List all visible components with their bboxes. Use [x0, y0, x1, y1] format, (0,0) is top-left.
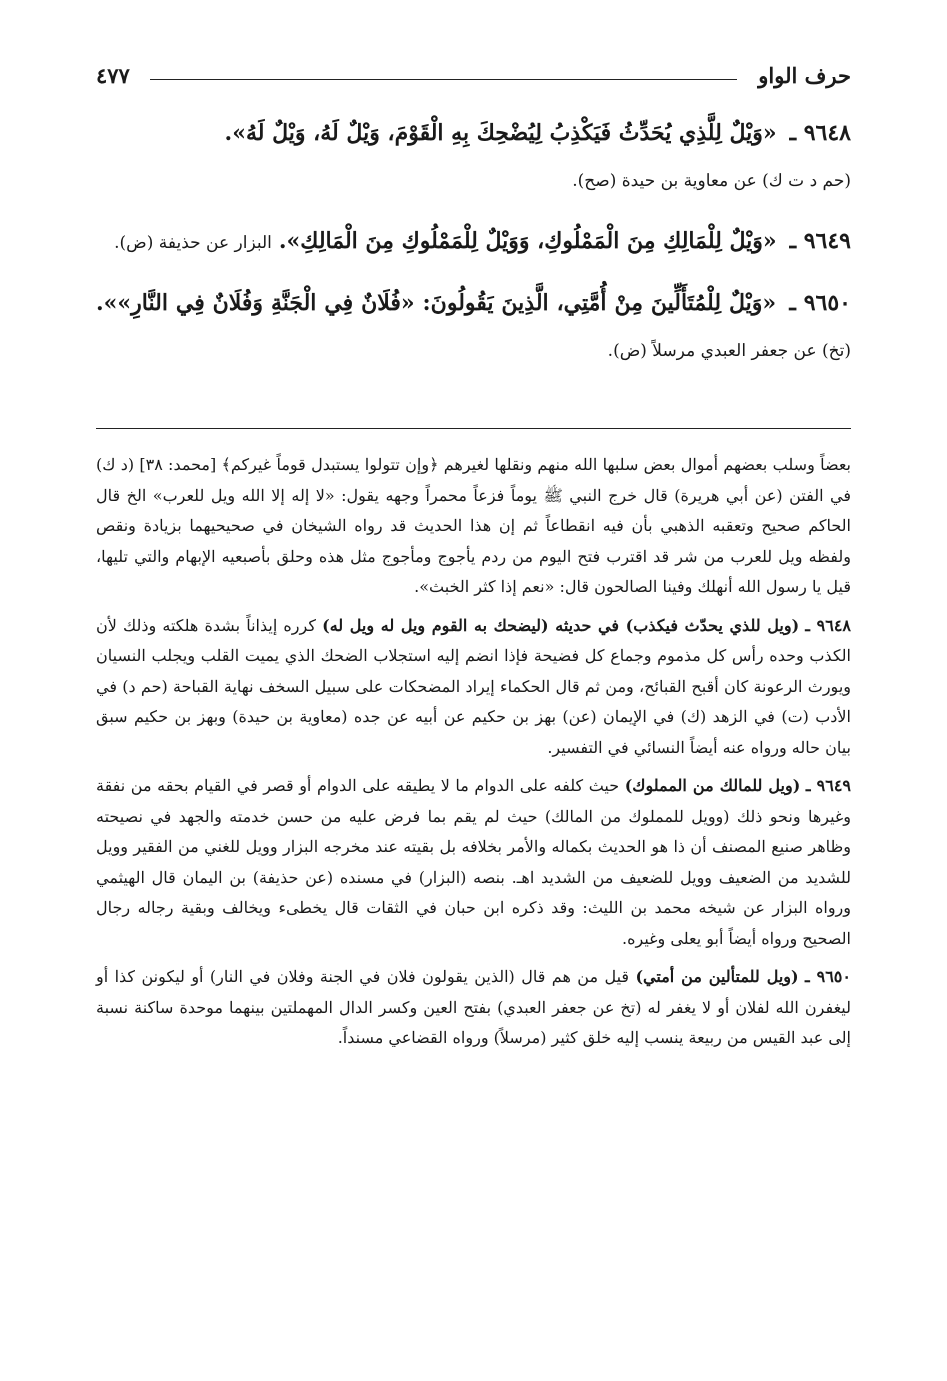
- hadith-number: ٩٦٤٩ ـ: [789, 228, 851, 254]
- hadith-number: ٩٦٤٨ ـ: [789, 120, 851, 146]
- commentary-note: [96, 771, 851, 954]
- hadith-entry: [96, 218, 851, 266]
- hadith-source: (تخ) عن جعفر العبدي مرسلاً (ض).: [607, 341, 851, 361]
- note-body: كرره إيذاناً بشدة هلكته وذلك لأن الكذب وحده رأس كل مذموم وجماع كل فضيحة فإذا انضم إليه استجلاب الضحك الذي يميت القلب ويجلب النسيان ويورث الرعونة كان أقبح القبائح، ومن ثم قال الحكماء إيراد المضحكات على سبيل السخف نهاية القباحة (حم د) في الأدب (ت) في الزهد (ك) في الإيمان (عن) بهز بن حكيم عن أبيه عن جده (معاوية بن حيدة) وبهز بن حكيم سبق بيان حاله ورواه عنه أيضاً النسائي في التفسير.: [96, 615, 851, 757]
- hadith-source: (حم د ت ك) عن معاوية بن حيدة (صح).: [572, 171, 851, 191]
- hadith-text: «وَيْلٌ لِلْمُتَأَلِّينَ مِنْ أُمَّتِي، الَّذِينَ يَقُولُونَ: «فُلَانٌ فِي الْجَنَّةِ وَفُلَانٌ فِي النَّارِ»».: [96, 290, 777, 316]
- note-number: ٩٦٥٠ ـ: [805, 967, 851, 986]
- commentary-note: [96, 611, 851, 764]
- hadith-number: ٩٦٥٠ ـ: [789, 290, 851, 316]
- hadith-entry: [96, 280, 851, 374]
- note-body: حيث كلفه على الدوام ما لا يطيقه على الدوام أو قصر في القيام بحقه من نفقة وغيرها ونحو ذلك (وويل للمملوك من المالك) حيث لم يقم بما فرض عليه من حسن خدمته والجهد في نصيحته وظاهر صنيع المصنف أن ذا هو الحديث بكماله والأمر بخلافه بل بقيته عند مخرجه البزار وويل للغني من الفقير وويل للشديد من الضعيف وويل للضعيف من الشديد اهـ. بنصه (البزار) في مسنده (عن حذيفة) بن اليمان قال الهيثمي ورواه البزار عن شيخه محمد بن الليث: وقد ذكره ابن حبان في الثقات قال يخطىء ويخالف وبقية رجاله رجال الصحيح ورواه أيضاً أبو يعلى وغيره.: [96, 776, 852, 948]
- hadith-list: [96, 110, 851, 388]
- hadith-text: «وَيْلٌ لِلَّذِي يُحَدِّثُ فَيَكْذِبُ لِيُضْحِكَ بِهِ الْقَوْمَ، وَيْلٌ لَهُ، وَيْلٌ لَهُ».: [224, 120, 777, 146]
- page-header: [96, 60, 851, 90]
- commentary-continuation: [96, 450, 851, 603]
- page-number: ٤٧٧: [96, 62, 130, 88]
- footnote-separator: [96, 428, 851, 429]
- commentary-note: [96, 962, 851, 1054]
- note-body: قيل من هم قال (الذين يقولون فلان في الجنة وفلان في النار) أو ليكونن كذا أو ليغفرن الله لفلان أو لا يغفر له (تخ عن جعفر العبدي) بفتح العين وكسر الدال المهملتين بينهما موحدة ساكنة نسبة إلى عبد القيس من ربيعة ينسب إليه خلق كثير (مرسلاً) ورواه القضاعي مسنداً.: [96, 967, 851, 1047]
- note-lead: (ويل للذي يحدّث فيكذب) في حديثه (ليضحك به القوم ويل له ويل له): [322, 615, 800, 635]
- note-lead: (ويل للمتألين من أمتي): [635, 967, 799, 986]
- note-body: بعضاً وسلب بعضهم أموال بعض سلبها الله منهم ونقلها لغيرهم ﴿وإن تتولوا يستبدل قوماً غيركم﴾ [محمد: ٣٨] (د ك) في الفتن (عن أبي هريرة) قال خرج النبي ﷺ يوماً فزعاً محمراً وجهه يقول: «لا إله إلا الله ويل للعرب» الخ قال الحاكم صحيح وتعقبه الذهبي بأن فيه انقطاعاً ثم إن هذا الحديث قد رواه الشيخان في صحيحيهما بزيادة ونقص ولفظه ويل للعرب من شر قد اقترب فتح اليوم من ردم يأجوج ومأجوج مثل هذه وحلق بأصبعيه الإبهام والتي تليها، قيل يا رسول الله أنهلك وفينا الصالحون قال: «نعم إذا كثر الخبث».: [96, 455, 851, 596]
- commentary: [96, 450, 851, 1062]
- hadith-text: «وَيْلٌ لِلْمَالِكِ مِنَ الْمَمْلُوكِ، وَوَيْلٌ لِلْمَمْلُوكِ مِنَ الْمَالِكِ».: [278, 228, 777, 254]
- hadith-source: البزار عن حذيفة (ض).: [114, 233, 272, 253]
- note-number: ٩٦٤٨ ـ: [805, 615, 851, 635]
- chapter-title: حرف الواو: [758, 62, 851, 88]
- hadith-entry: [96, 110, 851, 204]
- note-lead: (ويل للمالك من المملوك): [624, 776, 801, 795]
- note-number: ٩٦٤٩ ـ: [805, 776, 852, 795]
- header-rule: [150, 79, 737, 80]
